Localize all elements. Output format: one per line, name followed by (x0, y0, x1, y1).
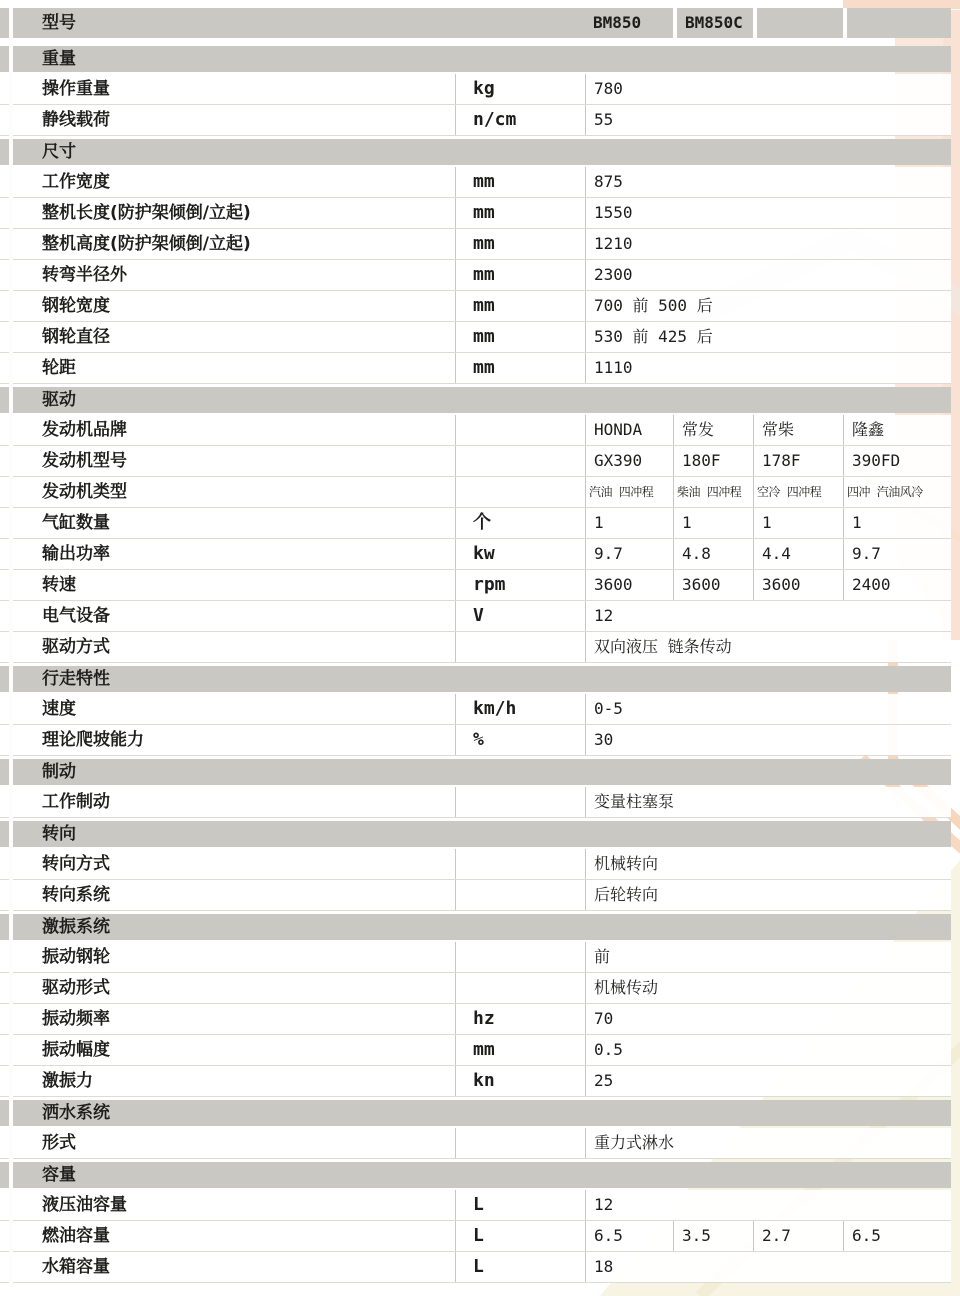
section-band: 制动 (0, 759, 951, 785)
spec-label: 转弯半径外 (42, 265, 127, 285)
spec-label: 驱动形式 (42, 978, 110, 998)
spec-row (0, 1190, 951, 1221)
spec-value: 1550 (585, 198, 951, 228)
model-name-bm850c: BM850C (673, 8, 753, 38)
spec-label: 输出功率 (42, 544, 110, 564)
spec-value: 3.5 (673, 1221, 753, 1251)
spec-row (0, 694, 951, 725)
spec-value: 1210 (585, 229, 951, 259)
spec-unit (455, 632, 585, 662)
spec-value: 12 (585, 601, 951, 631)
spec-unit (455, 446, 585, 476)
spec-label: 液压油容量 (42, 1195, 127, 1215)
spec-unit: mm (455, 322, 585, 352)
spec-row (0, 291, 951, 322)
spec-row (0, 601, 951, 632)
spec-label: 电气设备 (42, 606, 110, 626)
spec-row (0, 1128, 951, 1159)
spec-label: 振动钢轮 (42, 947, 110, 967)
spec-unit: mm (455, 291, 585, 321)
spec-label: 转速 (42, 575, 76, 595)
spec-unit: hz (455, 1004, 585, 1034)
spec-unit: mm (455, 353, 585, 383)
spec-value: 变量柱塞泵 (585, 787, 951, 817)
spec-label: 操作重量 (42, 79, 110, 99)
spec-value: 2400 (843, 570, 951, 600)
spec-row (0, 477, 951, 508)
spec-value: 6.5 (585, 1221, 673, 1251)
spec-value: 汽油 四冲程 (585, 477, 673, 507)
spec-label: 静线载荷 (42, 110, 110, 130)
spec-value: 4.8 (673, 539, 753, 569)
spec-row (0, 942, 951, 973)
spec-value: 70 (585, 1004, 951, 1034)
spec-unit: n/cm (455, 105, 585, 135)
spec-label: 钢轮宽度 (42, 296, 110, 316)
spec-value: 12 (585, 1190, 951, 1220)
spec-value: 后轮转向 (585, 880, 951, 910)
spec-row (0, 446, 951, 477)
spec-value: 3600 (753, 570, 843, 600)
spec-label: 整机高度(防护架倾倒/立起) (42, 234, 251, 254)
spec-value: 2300 (585, 260, 951, 290)
spec-row (0, 725, 951, 756)
spec-value: 178F (753, 446, 843, 476)
spec-row (0, 353, 951, 384)
spec-row (0, 167, 951, 198)
spec-row (0, 74, 951, 105)
spec-value: 1 (585, 508, 673, 538)
spec-value: 3600 (673, 570, 753, 600)
spec-value: 机械传动 (585, 973, 951, 1003)
spec-row (0, 198, 951, 229)
spec-label: 形式 (42, 1133, 76, 1153)
spec-unit: L (455, 1221, 585, 1251)
spec-sections (0, 46, 951, 1283)
spec-row (0, 849, 951, 880)
spec-unit (455, 787, 585, 817)
spec-unit: mm (455, 167, 585, 197)
spec-unit (455, 415, 585, 445)
spec-unit (455, 477, 585, 507)
spec-row (0, 1066, 951, 1097)
spec-value: 2.7 (753, 1221, 843, 1251)
spec-row (0, 415, 951, 446)
spec-row (0, 570, 951, 601)
spec-unit: kn (455, 1066, 585, 1096)
spec-label: 速度 (42, 699, 76, 719)
spec-value: 3600 (585, 570, 673, 600)
spec-row (0, 1221, 951, 1252)
spec-value: 9.7 (843, 539, 951, 569)
section-band: 重量 (0, 46, 951, 72)
spec-unit: mm (455, 229, 585, 259)
spec-value: GX390 (585, 446, 673, 476)
spec-unit: km/h (455, 694, 585, 724)
spec-value: 机械转向 (585, 849, 951, 879)
spec-value: 前 (585, 942, 951, 972)
section-band: 驱动 (0, 387, 951, 413)
spec-value: 30 (585, 725, 951, 755)
spec-value: HONDA (585, 415, 673, 445)
spec-value: 700 前 500 后 (585, 291, 951, 321)
spec-label: 发动机品牌 (42, 420, 127, 440)
spec-value: 重力式淋水 (585, 1128, 951, 1158)
spec-label: 钢轮直径 (42, 327, 110, 347)
spec-value: 780 (585, 74, 951, 104)
section-band: 激振系统 (0, 914, 951, 940)
spec-row (0, 322, 951, 353)
section-band: 转向 (0, 821, 951, 847)
spec-row (0, 508, 951, 539)
section-band: 洒水系统 (0, 1100, 951, 1126)
section-band: 行走特性 (0, 666, 951, 692)
spec-row (0, 1252, 951, 1283)
spec-unit (455, 973, 585, 1003)
spec-value: 常发 (673, 415, 753, 445)
spec-unit: rpm (455, 570, 585, 600)
spec-label: 振动频率 (42, 1009, 110, 1029)
spec-row (0, 1004, 951, 1035)
model-header-row (0, 8, 951, 38)
spec-unit: kg (455, 74, 585, 104)
section-band: 尺寸 (0, 139, 951, 165)
spec-unit: 个 (455, 508, 585, 538)
spec-unit: kw (455, 539, 585, 569)
spec-unit (455, 1128, 585, 1158)
spec-label: 燃油容量 (42, 1226, 110, 1246)
spec-label: 驱动方式 (42, 637, 110, 657)
spec-unit: mm (455, 198, 585, 228)
spec-table (0, 8, 951, 1283)
spec-label: 发动机型号 (42, 451, 127, 471)
spec-label: 气缸数量 (42, 513, 110, 533)
spec-value: 180F (673, 446, 753, 476)
model-name-bm850: BM850 (593, 13, 642, 32)
spec-label: 工作制动 (42, 792, 110, 812)
spec-value: 隆鑫 (843, 415, 951, 445)
spec-value: 空冷 四冲程 (753, 477, 843, 507)
spec-row (0, 787, 951, 818)
spec-unit (455, 849, 585, 879)
spec-row (0, 260, 951, 291)
section-band: 容量 (0, 1162, 951, 1188)
spec-value: 530 前 425 后 (585, 322, 951, 352)
spec-row (0, 632, 951, 663)
spec-value: 6.5 (843, 1221, 951, 1251)
spec-unit: mm (455, 1035, 585, 1065)
spec-label: 转向系统 (42, 885, 110, 905)
spec-value: 55 (585, 105, 951, 135)
spec-value: 双向液压 链条传动 (585, 632, 951, 662)
spec-label: 激振力 (42, 1071, 93, 1091)
spec-value: 1 (843, 508, 951, 538)
spec-value: 0.5 (585, 1035, 951, 1065)
spec-unit (455, 942, 585, 972)
spec-label: 振动幅度 (42, 1040, 110, 1060)
spec-value: 390FD (843, 446, 951, 476)
spec-value: 25 (585, 1066, 951, 1096)
spec-value: 1 (753, 508, 843, 538)
spec-label: 理论爬坡能力 (42, 730, 144, 750)
spec-unit: V (455, 601, 585, 631)
spec-label: 整机长度(防护架倾倒/立起) (42, 203, 251, 223)
spec-label: 轮距 (42, 358, 76, 378)
spec-value: 4.4 (753, 539, 843, 569)
spec-row (0, 1035, 951, 1066)
spec-row (0, 539, 951, 570)
spec-label: 发动机类型 (42, 482, 127, 502)
spec-value: 1 (673, 508, 753, 538)
spec-label: 转向方式 (42, 854, 110, 874)
spec-unit: % (455, 725, 585, 755)
spec-value: 1110 (585, 353, 951, 383)
spec-value: 常柴 (753, 415, 843, 445)
left-edge-gap (9, 8, 13, 1283)
spec-unit (455, 880, 585, 910)
model-name-empty-2 (843, 8, 951, 38)
spec-unit: L (455, 1190, 585, 1220)
spec-row (0, 880, 951, 911)
spec-row (0, 973, 951, 1004)
spec-value: 18 (585, 1252, 951, 1282)
spec-value: 四冲 汽油风冷 (843, 477, 951, 507)
spec-label: 水箱容量 (42, 1257, 110, 1277)
spec-value: 9.7 (585, 539, 673, 569)
model-row-label: 型号 (42, 13, 76, 33)
spec-value: 0-5 (585, 694, 951, 724)
spec-value: 875 (585, 167, 951, 197)
model-name-empty-1 (753, 8, 843, 38)
spec-unit: L (455, 1252, 585, 1282)
spec-value: 柴油 四冲程 (673, 477, 753, 507)
model-row-spacer (455, 8, 585, 38)
spec-unit: mm (455, 260, 585, 290)
spec-row (0, 229, 951, 260)
spec-label: 工作宽度 (42, 172, 110, 192)
spec-row (0, 105, 951, 136)
